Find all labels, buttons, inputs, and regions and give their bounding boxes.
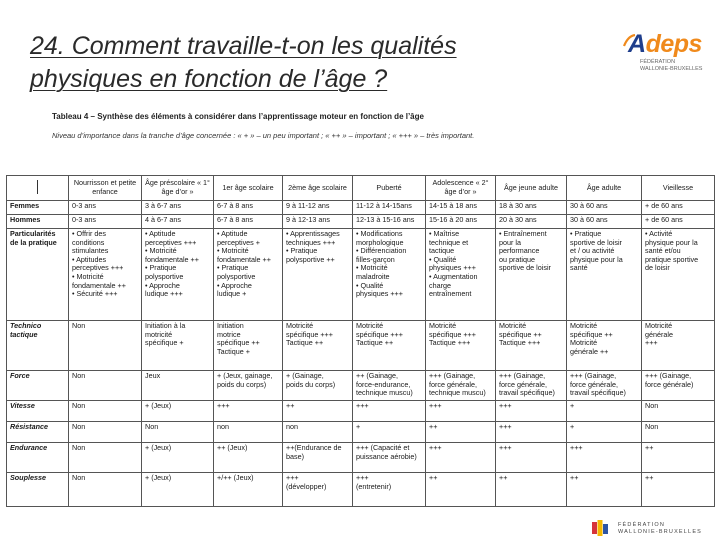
cell-text: ou pratique xyxy=(499,254,535,264)
cell-text: spécifique +++ xyxy=(286,329,333,339)
cell-text: • Modifications xyxy=(356,229,403,238)
cell-text: + xyxy=(356,422,361,431)
cell-text: technique et xyxy=(429,237,469,247)
table-cell xyxy=(353,321,426,371)
table-cell xyxy=(642,321,715,371)
cell-text: Tactique +++ xyxy=(429,338,471,348)
table-cell xyxy=(283,371,353,401)
cell-text: (entretenir) xyxy=(356,481,392,491)
table-cell xyxy=(642,371,715,401)
table-cell xyxy=(214,229,283,321)
cell-text: 11-12 à 14-15ans xyxy=(356,201,412,210)
cell-text: Non xyxy=(72,422,86,431)
table-row xyxy=(7,422,715,443)
table-cell xyxy=(567,473,642,507)
table-cell xyxy=(426,443,496,473)
cell-text: • Approche xyxy=(145,280,180,290)
table-cell xyxy=(283,201,353,215)
cell-text: • Pratique xyxy=(286,246,318,256)
row-label: Technico tactique xyxy=(7,321,69,371)
table-cell xyxy=(353,443,426,473)
row-label: Force xyxy=(7,371,69,401)
cell-text: 14-15 à 18 ans xyxy=(429,201,477,210)
column-header: Âge jeune adulte xyxy=(496,176,567,201)
column-header: Nourrisson et petite enfance xyxy=(69,176,142,201)
cell-text: Tactique ++ xyxy=(356,338,394,348)
table-cell xyxy=(69,229,142,321)
table-cell xyxy=(142,422,214,443)
corner-mark xyxy=(37,180,39,194)
table-cell xyxy=(353,229,426,321)
cell-text: conditions xyxy=(72,237,105,247)
table-cell xyxy=(353,371,426,401)
cell-text: spécifique +++ xyxy=(356,329,403,339)
cell-text: • Motricité xyxy=(356,263,388,273)
federation-footer-text: FÉDÉRATION WALLONIE-BRUXELLES xyxy=(618,522,703,535)
cell-text: +++ xyxy=(286,473,299,482)
table-cell xyxy=(69,401,142,422)
cell-text: ludique +++ xyxy=(145,289,183,299)
cell-text: travail spécifique) xyxy=(499,388,555,398)
table-row xyxy=(7,443,715,473)
cell-text: +++ (Gainage, xyxy=(429,371,476,380)
cell-text: • Aptitudes xyxy=(72,254,107,264)
cell-text: +++ (Capacité et xyxy=(356,443,410,452)
table-cell xyxy=(567,321,642,371)
synthesis-table xyxy=(6,175,715,507)
cell-text: force générale, xyxy=(570,379,618,389)
table-cell xyxy=(642,401,715,422)
cell-text: • Sécurité +++ xyxy=(72,289,118,299)
table-cell xyxy=(214,201,283,215)
table-cell xyxy=(69,201,142,215)
table-cell xyxy=(283,473,353,507)
cell-text: • Approche xyxy=(217,280,252,290)
table-cell xyxy=(496,201,567,215)
table-row xyxy=(7,215,715,229)
table-cell xyxy=(496,473,567,507)
table-cell xyxy=(214,215,283,229)
cell-text: Initiation à la xyxy=(145,321,186,330)
cell-text: 30 à 60 ans xyxy=(570,201,608,210)
table-cell xyxy=(353,473,426,507)
table-cell xyxy=(642,473,715,507)
cell-text: • Entraînement xyxy=(499,229,547,238)
table-cell xyxy=(283,229,353,321)
table-cell xyxy=(214,443,283,473)
cell-text: non xyxy=(217,422,229,431)
cell-text: +++ xyxy=(217,401,230,410)
cell-text: 20 à 30 ans xyxy=(499,215,537,224)
cell-text: ++ xyxy=(645,443,654,452)
table-cell xyxy=(142,443,214,473)
cell-text: Motricité xyxy=(645,321,673,330)
cell-text: santé et/ou xyxy=(645,246,681,256)
table-cell xyxy=(567,371,642,401)
cell-text: polysportive xyxy=(145,271,184,281)
cell-text: 9 à 11-12 ans xyxy=(286,201,330,210)
cell-text: Non xyxy=(72,443,86,452)
cell-text: morphologique xyxy=(356,237,404,247)
table-cell xyxy=(283,401,353,422)
column-header: Âge adulte xyxy=(567,176,642,201)
cell-text: Motricité xyxy=(429,321,457,330)
table-cell xyxy=(426,422,496,443)
cell-text: force générale, xyxy=(429,379,477,389)
cell-text: 4 à 6-7 ans xyxy=(145,215,181,224)
table-row xyxy=(7,201,715,215)
table-cell xyxy=(642,443,715,473)
cell-text: (développer) xyxy=(286,481,327,491)
cell-text: + (Jeux) xyxy=(145,401,172,410)
cell-text: • Aptitude xyxy=(145,229,176,238)
cell-text: 18 à 30 ans xyxy=(499,201,537,210)
cell-text: +++ xyxy=(499,401,512,410)
cell-text: +++ xyxy=(499,443,512,452)
column-header: 2ème âge scolaire xyxy=(283,176,353,201)
cell-text: ++ xyxy=(429,422,438,431)
table-cell xyxy=(69,321,142,371)
table-cell xyxy=(642,215,715,229)
cell-text: 15-16 à 20 ans xyxy=(429,215,477,224)
table-cell xyxy=(353,422,426,443)
cell-text: + de 60 ans xyxy=(645,201,683,210)
table-cell xyxy=(353,401,426,422)
cell-text: • Pratique xyxy=(570,229,602,238)
table-cell xyxy=(496,371,567,401)
header-corner xyxy=(7,176,69,201)
cell-text: +++ xyxy=(570,443,583,452)
cell-text: perceptives + xyxy=(217,237,260,247)
table-cell xyxy=(567,201,642,215)
cell-text: pratique sportive xyxy=(645,254,699,264)
table-cell xyxy=(353,201,426,215)
row-label: Vitesse xyxy=(7,401,69,422)
importance-legend: Niveau d’importance dans la tranche d’âge concernée : « + » – un peu important ; « ++ » – important ; « +++ » – très important. xyxy=(52,131,475,140)
adeps-logo xyxy=(622,30,714,78)
row-label: Hommes xyxy=(7,215,69,229)
cell-text: • Qualité xyxy=(356,280,384,290)
cell-text: Non xyxy=(72,401,86,410)
cell-text: Tactique ++ xyxy=(286,338,324,348)
cell-text: maladroite xyxy=(356,271,390,281)
cell-text: ++ xyxy=(645,473,654,482)
row-label: Souplesse xyxy=(7,473,69,507)
cell-text: spécifique ++ xyxy=(499,329,542,339)
table-cell xyxy=(426,229,496,321)
table-header-row xyxy=(7,176,715,201)
column-header: Vieillesse xyxy=(642,176,715,201)
table-cell xyxy=(214,473,283,507)
cell-text: + (Jeux) xyxy=(145,473,172,482)
table-cell xyxy=(496,215,567,229)
row-label: Femmes xyxy=(7,201,69,215)
table-cell xyxy=(567,422,642,443)
cell-text: spécifique + xyxy=(145,338,184,348)
table-cell xyxy=(567,215,642,229)
cell-text: • Apprentissages xyxy=(286,229,340,238)
cell-text: technique muscu) xyxy=(429,388,486,398)
slide-title-line-2: physiques en fonction de l’âge ? xyxy=(30,65,388,93)
cell-text: stimulantes xyxy=(72,246,109,256)
row-label: Résistance xyxy=(7,422,69,443)
cell-text: • Pratique xyxy=(145,263,177,273)
cell-text: Non xyxy=(72,321,86,330)
cell-text: Tactique +++ xyxy=(499,338,541,348)
cell-text: base) xyxy=(286,451,304,461)
cell-text: 30 à 60 ans xyxy=(570,215,608,224)
table-cell xyxy=(69,473,142,507)
cell-text: et / ou activité xyxy=(570,246,615,256)
cell-text: + xyxy=(570,401,575,410)
cell-text: ludique + xyxy=(217,289,247,299)
cell-text: Motricité xyxy=(570,321,598,330)
cell-text: force générale) xyxy=(645,379,694,389)
cell-text: Motricité xyxy=(570,338,598,348)
table-cell xyxy=(283,422,353,443)
table-cell xyxy=(142,215,214,229)
cell-text: 3 à 6-7 ans xyxy=(145,201,181,210)
cell-text: 9 à 12-13 ans xyxy=(286,215,330,224)
cell-text: Non xyxy=(645,422,659,431)
cell-text: Motricité xyxy=(356,321,384,330)
table-cell xyxy=(142,371,214,401)
table-cell xyxy=(142,401,214,422)
cell-text: • Aptitude xyxy=(217,229,248,238)
cell-text: puissance aérobie) xyxy=(356,451,417,461)
cell-text: spécifique ++ xyxy=(217,338,260,348)
slide-title-line-1: 24. Comment travaille-t-on les qualités xyxy=(30,32,457,60)
cell-text: +++ xyxy=(499,422,512,431)
table-row xyxy=(7,371,715,401)
cell-text: • Offrir des xyxy=(72,229,106,238)
table-cell xyxy=(142,473,214,507)
table-cell xyxy=(426,215,496,229)
cell-text: ++ xyxy=(499,473,508,482)
table-cell xyxy=(496,401,567,422)
cell-text: ++ xyxy=(286,401,295,410)
column-header: 1er âge scolaire xyxy=(214,176,283,201)
cell-text: ++ xyxy=(429,473,438,482)
table-cell xyxy=(567,443,642,473)
cell-text: non xyxy=(286,422,298,431)
column-header: Adolescence « 2° âge d’or » xyxy=(426,176,496,201)
cell-text: polysportive ++ xyxy=(286,254,335,264)
cell-text: Initiation xyxy=(217,321,244,330)
cell-text: perceptives +++ xyxy=(145,237,197,247)
cell-text: • Motricité xyxy=(72,271,104,281)
cell-text: +++ (Gainage, xyxy=(499,371,546,380)
table-cell xyxy=(69,215,142,229)
cell-text: générale ++ xyxy=(570,346,609,356)
cell-text: +++ xyxy=(645,338,658,348)
table-cell xyxy=(426,201,496,215)
cell-text: ++ (Jeux) xyxy=(217,443,248,452)
table-cell xyxy=(283,215,353,229)
column-header: Puberté xyxy=(353,176,426,201)
table-cell xyxy=(426,401,496,422)
cell-text: ++ xyxy=(570,473,579,482)
table-cell xyxy=(142,201,214,215)
cell-text: tactique xyxy=(429,246,455,256)
cell-text: physiques +++ xyxy=(429,263,476,273)
cell-text: + (Gainage, xyxy=(286,371,324,380)
cell-text: • Activité xyxy=(645,229,673,238)
cell-text: polysportive xyxy=(217,271,256,281)
cell-text: +++ xyxy=(356,473,369,482)
cell-text: 6-7 à 8 ans xyxy=(217,201,253,210)
row-label: Particularités de la pratique xyxy=(7,229,69,321)
cell-text: force-endurance, xyxy=(356,379,411,389)
slide-title xyxy=(30,30,550,96)
cell-text: 12-13 à 15-16 ans xyxy=(356,215,415,224)
cell-text: performance xyxy=(499,246,540,256)
cell-text: Motricité xyxy=(286,321,314,330)
cell-text: Jeux xyxy=(145,371,161,380)
cell-text: physique pour la xyxy=(645,237,698,247)
cell-text: Non xyxy=(145,422,159,431)
cell-text: pour la xyxy=(499,237,521,247)
cell-text: entraînement xyxy=(429,289,472,299)
cell-text: physiques +++ xyxy=(356,289,403,299)
table-row xyxy=(7,321,715,371)
cell-text: 6-7 à 8 ans xyxy=(217,215,253,224)
table-caption: Tableau 4 – Synthèse des éléments à considérer dans l’apprentissage moteur en fonction de l’âge xyxy=(52,112,424,121)
row-label: Endurance xyxy=(7,443,69,473)
cell-text: • Pratique xyxy=(217,263,249,273)
table-row xyxy=(7,473,715,507)
table-cell xyxy=(214,321,283,371)
table-cell xyxy=(69,443,142,473)
cell-text: • Maîtrise xyxy=(429,229,460,238)
cell-text: sportive de loisir xyxy=(499,263,551,273)
adeps-logo-wordmark: Adeps xyxy=(628,30,702,58)
table-row xyxy=(7,401,715,422)
cell-text: +++ (Gainage, xyxy=(645,371,692,380)
cell-text: sportive de loisir xyxy=(570,237,622,247)
cell-text: • Motricité xyxy=(217,246,249,256)
table-cell xyxy=(426,321,496,371)
table-cell xyxy=(642,229,715,321)
cell-text: Motricité xyxy=(499,321,527,330)
cell-text: + (Jeux) xyxy=(145,443,172,452)
table-cell xyxy=(142,321,214,371)
cell-text: Tactique + xyxy=(217,346,250,356)
cell-text: • Augmentation xyxy=(429,271,478,281)
cell-text: ++(Endurance de xyxy=(286,443,342,452)
cell-text: • Différenciation xyxy=(356,246,407,256)
cell-text: • Qualité xyxy=(429,254,457,264)
table-cell xyxy=(496,321,567,371)
column-header: Âge préscolaire « 1° âge d’or » xyxy=(142,176,214,201)
adeps-swoosh-icon xyxy=(622,34,636,48)
cell-text: technique muscu) xyxy=(356,388,413,398)
cell-text: 0-3 ans xyxy=(72,215,96,224)
cell-text: spécifique +++ xyxy=(429,329,476,339)
cell-text: générale xyxy=(645,329,673,339)
table-cell xyxy=(142,229,214,321)
cell-text: techniques +++ xyxy=(286,237,336,247)
table-cell xyxy=(496,443,567,473)
table-cell xyxy=(214,422,283,443)
table-cell xyxy=(69,371,142,401)
cell-text: Non xyxy=(72,473,86,482)
cell-text: fondamentale ++ xyxy=(72,280,126,290)
table-cell xyxy=(426,473,496,507)
cell-text: +++ xyxy=(429,401,442,410)
table-cell xyxy=(567,229,642,321)
cell-text: fondamentale ++ xyxy=(217,254,271,264)
cell-text: force générale, xyxy=(499,379,547,389)
table-cell xyxy=(642,201,715,215)
cell-text: perceptives +++ xyxy=(72,263,124,273)
cell-text: de loisir xyxy=(645,263,670,273)
cell-text: 0-3 ans xyxy=(72,201,96,210)
cell-text: santé xyxy=(570,263,588,273)
table-cell xyxy=(642,422,715,443)
cell-text: + de 60 ans xyxy=(645,215,683,224)
federation-mark-icon xyxy=(592,520,608,536)
cell-text: poids du corps) xyxy=(286,379,336,389)
table-cell xyxy=(283,321,353,371)
table-cell xyxy=(69,422,142,443)
cell-text: physique pour la xyxy=(570,254,623,264)
cell-text: motrice xyxy=(217,329,241,339)
cell-text: + (Jeux, gainage, xyxy=(217,371,273,380)
table-cell xyxy=(353,215,426,229)
cell-text: + xyxy=(570,422,575,431)
cell-text: +/++ (Jeux) xyxy=(217,473,254,482)
cell-text: +++ (Gainage, xyxy=(570,371,617,380)
table-cell xyxy=(214,401,283,422)
cell-text: charge xyxy=(429,280,451,290)
table-cell xyxy=(496,229,567,321)
cell-text: +++ xyxy=(429,443,442,452)
cell-text: poids du corps) xyxy=(217,379,267,389)
table-row xyxy=(7,229,715,321)
adeps-logo-subtitle: FÉDÉRATION WALLONIE-BRUXELLES xyxy=(640,59,703,72)
cell-text: • Motricité xyxy=(145,246,177,256)
table-cell xyxy=(214,371,283,401)
cell-text: filles-garçon xyxy=(356,254,395,264)
cell-text: Non xyxy=(645,401,659,410)
table-cell xyxy=(496,422,567,443)
table-cell xyxy=(283,443,353,473)
cell-text: fondamentale ++ xyxy=(145,254,199,264)
table-cell xyxy=(426,371,496,401)
cell-text: spécifique ++ xyxy=(570,329,613,339)
cell-text: +++ xyxy=(356,401,369,410)
cell-text: ++ (Gainage, xyxy=(356,371,398,380)
cell-text: travail spécifique) xyxy=(570,388,626,398)
cell-text: motricité xyxy=(145,329,173,339)
cell-text: Non xyxy=(72,371,86,380)
table-cell xyxy=(567,401,642,422)
federation-footer-logo xyxy=(592,520,712,538)
